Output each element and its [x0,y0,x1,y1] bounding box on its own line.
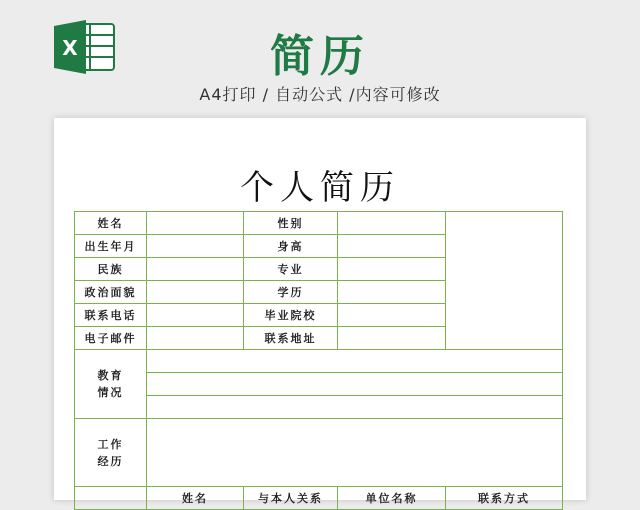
education-label-line1: 教育 [97,369,124,382]
banner-header [0,0,640,118]
family-header-employer: 单位名称 [338,487,446,510]
education-field-1[interactable] [147,350,563,373]
table-row [75,419,563,487]
school-label: 毕业院校 [244,304,338,327]
education-field-2[interactable] [147,373,563,396]
height-field[interactable] [338,235,446,258]
education-label [75,350,147,419]
work-label-line2: 经历 [97,454,124,468]
major-field[interactable] [338,258,446,281]
gender-field[interactable] [338,212,446,235]
email-field[interactable] [147,327,244,350]
school-field[interactable] [338,304,446,327]
family-header-contact: 联系方式 [446,487,563,510]
birth-label: 出生年月 [75,235,147,258]
birth-field[interactable] [147,235,244,258]
work-label-line1: 工作 [97,437,124,451]
ethnicity-label: 民族 [75,258,147,281]
gender-label: 性别 [244,212,338,235]
resume-sheet [54,118,586,505]
degree-label: 学历 [244,281,338,304]
svg-text:X: X [62,36,78,60]
name-field[interactable] [147,212,244,235]
table-row [75,212,563,235]
address-field[interactable] [338,327,446,350]
main-title: 简历 [270,31,370,82]
family-header-relation: 与本人关系 [244,487,338,510]
resume-table [74,211,563,510]
table-row [75,350,563,373]
ethnicity-field[interactable] [147,258,244,281]
phone-field[interactable] [147,304,244,327]
table-row [75,487,563,510]
family-label-cell [75,487,147,510]
education-field-3[interactable] [147,396,563,419]
photo-cell[interactable] [446,212,563,350]
education-label-line2: 情况 [97,386,124,399]
work-field[interactable] [147,419,563,487]
table-row [75,396,563,419]
degree-field[interactable] [338,281,446,304]
document-title: 个人简历 [240,168,400,208]
major-label: 专业 [244,258,338,281]
political-field[interactable] [147,281,244,304]
email-label: 电子邮件 [75,327,147,350]
subtitle: A4打印 / 自动公式 /内容可修改 [199,85,441,104]
work-label [75,419,147,487]
family-header-name: 姓名 [147,487,244,510]
address-label: 联系地址 [244,327,338,350]
height-label: 身高 [244,235,338,258]
name-label: 姓名 [75,212,147,235]
political-label: 政治面貌 [75,281,147,304]
table-row [75,373,563,396]
phone-label: 联系电话 [75,304,147,327]
